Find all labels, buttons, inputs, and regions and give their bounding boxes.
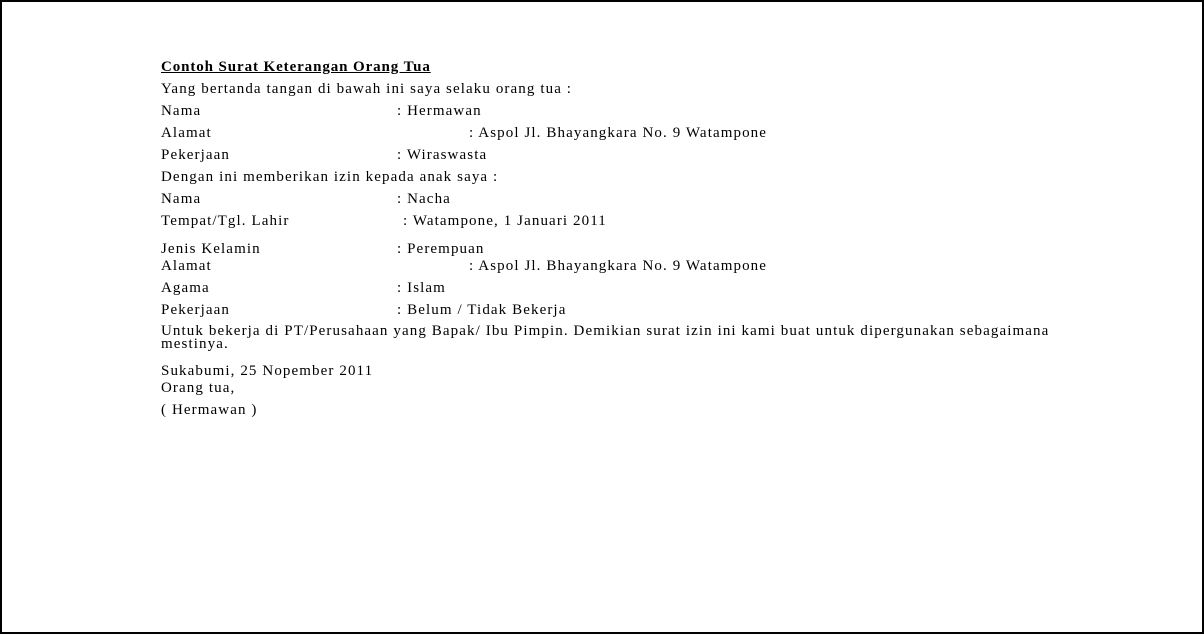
- parent-occupation-label: Pekerjaan: [161, 147, 231, 163]
- intro-text: Yang bertanda tangan di bawah ini saya selaku orang tua :: [161, 81, 573, 97]
- child-birth-label: Tempat/Tgl. Lahir: [161, 213, 290, 229]
- document-title: Contoh Surat Keterangan Orang Tua: [161, 59, 431, 75]
- child-address-label: Alamat: [161, 258, 212, 274]
- permission-intro: Dengan ini memberikan izin kepada anak saya :: [161, 169, 499, 185]
- child-gender-value: : Perempuan: [397, 241, 485, 257]
- child-birth-value: : Watampone, 1 Januari 2011: [403, 213, 607, 229]
- child-religion-label: Agama: [161, 280, 210, 296]
- place-date: Sukabumi, 25 Nopember 2011: [161, 363, 374, 379]
- body-paragraph: Untuk bekerja di PT/Perusahaan yang Bapak/ Ibu Pimpin. Demikian surat izin ini kami buat untuk dipergunakan sebagaimana mestinya.: [161, 323, 1050, 352]
- child-gender-label: Jenis Kelamin: [161, 241, 261, 257]
- signature-name: ( Hermawan ): [161, 402, 258, 418]
- child-occupation-label: Pekerjaan: [161, 302, 231, 318]
- child-name-value: : Nacha: [397, 191, 451, 207]
- parent-occupation-value: : Wiraswasta: [397, 147, 488, 163]
- child-religion-value: : Islam: [397, 280, 446, 296]
- child-address-value: : Aspol Jl. Bhayangkara No. 9 Watampone: [469, 258, 768, 274]
- parent-name-label: Nama: [161, 103, 202, 119]
- parent-address-label: Alamat: [161, 125, 212, 141]
- parent-address-value: : Aspol Jl. Bhayangkara No. 9 Watampone: [469, 125, 768, 141]
- closing-text: Orang tua,: [161, 380, 236, 396]
- child-occupation-value: : Belum / Tidak Bekerja: [397, 302, 567, 318]
- child-name-label: Nama: [161, 191, 202, 207]
- parent-name-value: : Hermawan: [397, 103, 482, 119]
